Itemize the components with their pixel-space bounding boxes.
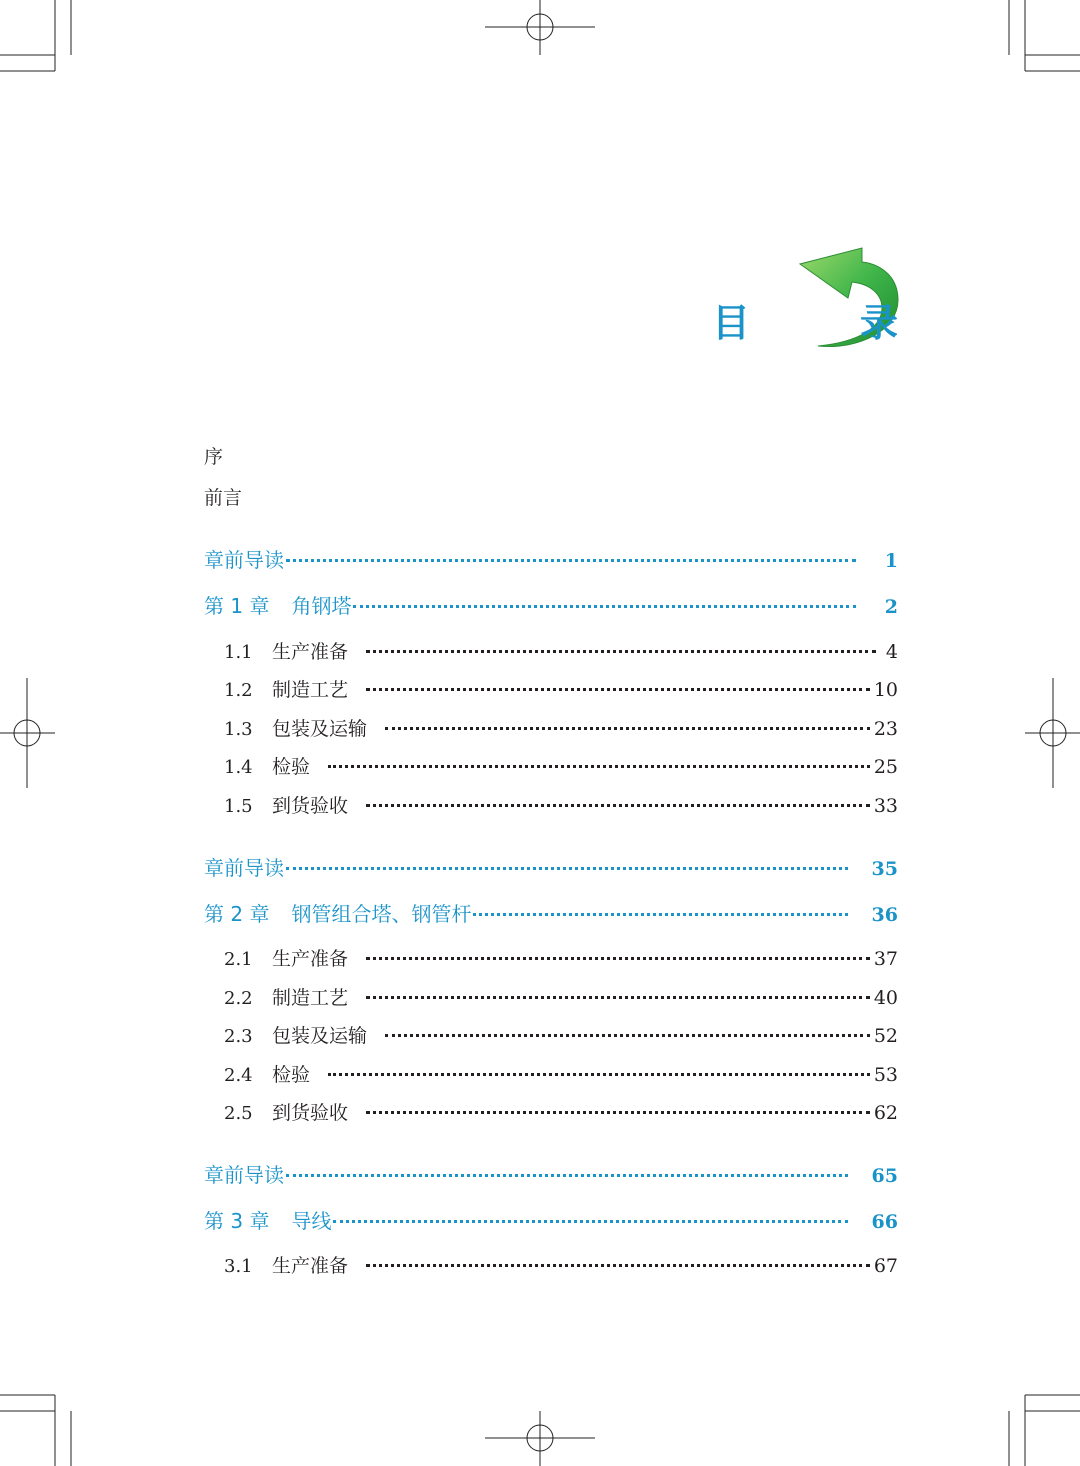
toc-entry-label: 章前导读 — [204, 548, 284, 572]
toc-entry-label: 到货验收 — [272, 1102, 349, 1124]
toc-section-number: 2.1 — [224, 949, 253, 970]
toc-chapter-number: 第 3 章 — [204, 1209, 270, 1233]
toc-section-entry[interactable] — [224, 1098, 898, 1125]
toc-section-number: 1.3 — [224, 719, 253, 740]
toc-section-number: 1.4 — [224, 757, 253, 778]
toc-dot-leader — [385, 727, 870, 730]
toc-page-number: 52 — [873, 1025, 898, 1047]
toc-entry-label: 包装及运输 — [272, 718, 368, 740]
toc-entry-label: 章前导读 — [204, 856, 284, 880]
toc-section-entry[interactable] — [224, 752, 898, 779]
toc-dot-leader — [286, 867, 848, 870]
toc-chapter-entry[interactable] — [204, 544, 898, 573]
toc-chapter-number: 第 2 章 — [204, 902, 270, 926]
toc-entry-label: 生产准备 — [272, 641, 349, 663]
toc-chapter-entry[interactable] — [204, 1205, 898, 1234]
toc-entry-label: 生产准备 — [272, 1255, 349, 1277]
toc-page-number: 23 — [873, 718, 898, 740]
toc-section-entry[interactable] — [224, 1021, 898, 1048]
toc-section-number: 1.1 — [224, 642, 253, 663]
page-title: 目 录 — [712, 301, 935, 345]
toc-section-entry[interactable] — [224, 637, 898, 664]
toc-section-number: 3.1 — [224, 1256, 253, 1277]
toc-chapter-entry[interactable] — [204, 590, 898, 619]
toc-section-entry[interactable] — [224, 1060, 898, 1087]
toc-entry-label: 钢管组合塔、钢管杆 — [291, 902, 472, 926]
toc-page-number: 66 — [871, 1211, 898, 1233]
toc-dot-leader — [366, 688, 870, 691]
toc-dot-leader — [366, 1111, 870, 1114]
toc-chapter-entry[interactable] — [204, 1159, 898, 1188]
toc-dot-leader — [286, 559, 856, 562]
toc-dot-leader — [333, 1220, 847, 1223]
toc-page-number: 65 — [871, 1165, 898, 1187]
toc-page-number: 37 — [873, 948, 898, 970]
toc-page-number: 67 — [873, 1255, 898, 1277]
toc-page-number: 33 — [873, 795, 898, 817]
toc-entry-label: 包装及运输 — [272, 1025, 368, 1047]
toc-section-number: 1.5 — [224, 796, 253, 817]
toc-section-entry[interactable] — [224, 714, 898, 741]
toc-section-entry[interactable] — [224, 983, 898, 1010]
toc-entry-label: 导线 — [291, 1209, 332, 1233]
toc-section-entry[interactable] — [224, 791, 898, 818]
toc-entry-label: 制造工艺 — [272, 987, 349, 1009]
toc-section-number: 2.5 — [224, 1103, 253, 1124]
toc-dot-leader — [366, 957, 870, 960]
toc-title-block — [700, 240, 935, 360]
toc-chapter-entry[interactable] — [204, 898, 898, 927]
toc-page-number: 1 — [884, 550, 898, 572]
toc-dot-leader — [366, 1264, 870, 1267]
toc-section-number: 2.4 — [224, 1065, 253, 1086]
toc-dot-leader — [328, 765, 870, 768]
preface-item[interactable]: 序 — [204, 446, 224, 468]
toc-page-number: 35 — [871, 858, 898, 880]
toc-entry-label: 生产准备 — [272, 948, 349, 970]
toc-dot-leader — [473, 913, 847, 916]
toc-entry-label: 检验 — [272, 1064, 311, 1086]
toc-chapter-number: 第 1 章 — [204, 594, 270, 618]
toc-dot-leader — [366, 996, 870, 999]
toc-entry-label: 到货验收 — [272, 795, 349, 817]
toc-entry-label: 角钢塔 — [291, 594, 352, 618]
toc-section-entry[interactable] — [224, 675, 898, 702]
toc-chapter-entry[interactable] — [204, 852, 898, 881]
toc-dot-leader — [366, 804, 870, 807]
toc-entry-label: 章前导读 — [204, 1163, 284, 1187]
toc-page-number: 36 — [871, 904, 898, 926]
toc-page-number: 2 — [884, 596, 898, 618]
toc-page-number: 4 — [885, 641, 898, 663]
toc-page-number: 25 — [873, 756, 898, 778]
toc-section-entry[interactable] — [224, 944, 898, 971]
toc-section-number: 1.2 — [224, 680, 253, 701]
toc-dot-leader — [366, 650, 876, 653]
toc-section-number: 2.2 — [224, 988, 253, 1009]
toc-dot-leader — [353, 605, 856, 608]
toc-page-number: 53 — [873, 1064, 898, 1086]
toc-entry-label: 检验 — [272, 756, 311, 778]
toc-page-number: 62 — [873, 1102, 898, 1124]
toc-page-number: 10 — [873, 679, 898, 701]
toc-section-number: 2.3 — [224, 1026, 253, 1047]
toc-section-entry[interactable] — [224, 1251, 898, 1278]
toc-dot-leader — [286, 1174, 848, 1177]
toc-dot-leader — [328, 1073, 870, 1076]
toc-page-number: 40 — [873, 987, 898, 1009]
toc-dot-leader — [385, 1034, 870, 1037]
foreword-item[interactable]: 前言 — [204, 487, 243, 509]
toc-entry-label: 制造工艺 — [272, 679, 349, 701]
